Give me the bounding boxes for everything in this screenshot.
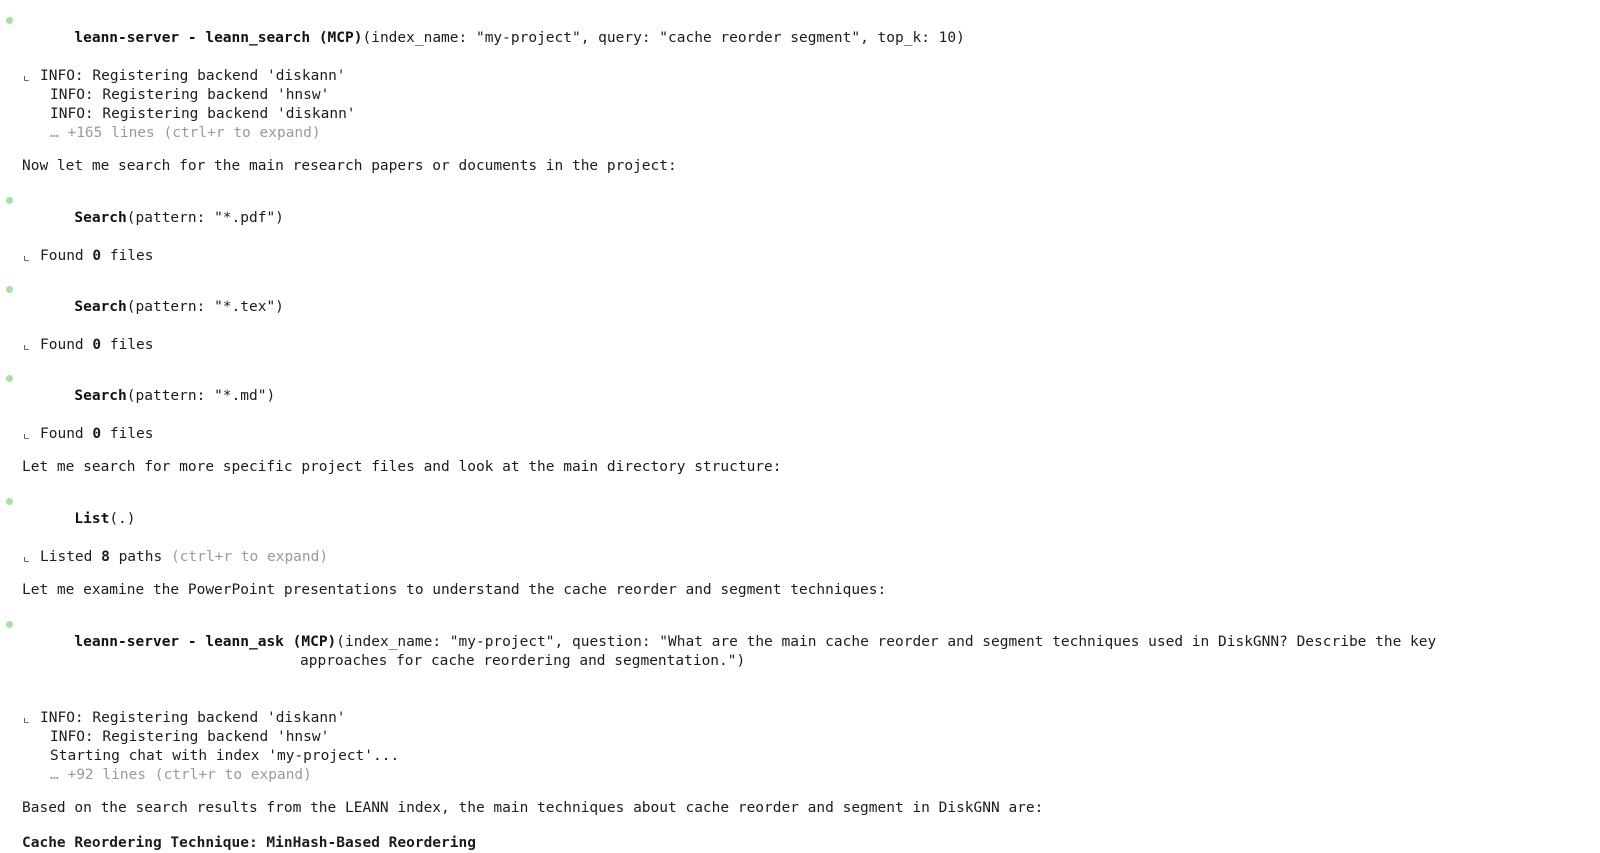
tool-result-text: INFO: Registering backend 'diskann': [40, 710, 346, 726]
tool-result-text: INFO: Registering backend 'diskann': [40, 68, 346, 84]
tool-call-block: [0, 190, 1600, 266]
answer-heading: Cache Reordering Technique: MinHash-Based Reordering: [22, 835, 476, 851]
tool-invocation[interactable]: [0, 10, 1600, 67]
tool-result-line: [22, 336, 1600, 355]
spacer: [0, 266, 1600, 279]
result-suffix: files: [101, 426, 154, 442]
result-suffix: files: [101, 248, 154, 264]
result-prefix: Found: [40, 337, 93, 353]
tool-result-line: [22, 548, 1600, 567]
tool-result-line: INFO: Registering backend 'hnsw': [50, 729, 330, 745]
tool-result: [0, 709, 1600, 785]
tool-result-line: INFO: Registering backend 'hnsw': [50, 87, 330, 103]
tool-result-line: [22, 709, 1600, 728]
status-dot-icon: [6, 197, 13, 204]
status-dot-icon: [6, 17, 13, 24]
result-count: 0: [92, 426, 102, 442]
tree-elbow-icon: ⌞: [22, 68, 31, 84]
status-dot-icon: [6, 286, 13, 293]
tool-result: [0, 336, 1600, 355]
assistant-message: Based on the search results from the LEANN index, the main techniques about cache reorder and segment in DiskGNN are:: [22, 800, 1044, 816]
tool-name: leann-server - leann_ask (MCP): [74, 634, 337, 650]
result-count: 8: [101, 549, 110, 565]
status-dot-icon: [6, 498, 13, 505]
tool-name: Search: [74, 299, 127, 315]
tool-result: [0, 548, 1600, 567]
tool-invocation[interactable]: [0, 279, 1600, 336]
result-prefix: Listed: [40, 549, 102, 565]
tool-arguments: (pattern: "*.pdf"): [126, 210, 284, 226]
tool-call-block: [0, 614, 1600, 785]
tool-arguments: (index_name: "my-project", question: "What are the main cache reorder and segment techniques used in DiskGNN? Describe the key: [336, 634, 1437, 650]
tool-call-block: [0, 491, 1600, 567]
tool-result-line: [22, 425, 1600, 444]
tool-name: Search: [74, 210, 127, 226]
tree-elbow-icon: ⌞: [22, 248, 31, 264]
tool-result: [0, 247, 1600, 266]
tool-invocation[interactable]: [0, 614, 1600, 709]
tool-invocation[interactable]: [0, 190, 1600, 247]
tool-invocation[interactable]: [0, 491, 1600, 548]
tool-result-line: [22, 67, 1600, 86]
spacer: [0, 355, 1600, 368]
tool-arguments: (index_name: "my-project", query: "cache reorder segment", top_k: 10): [362, 30, 965, 46]
tool-arguments: (.): [109, 511, 136, 527]
expand-hint[interactable]: … +165 lines (ctrl+r to expand): [50, 125, 321, 141]
result-suffix: files: [101, 337, 154, 353]
tool-arguments-continued: approaches for cache reordering and segmentation."): [300, 653, 746, 669]
result-suffix: paths: [109, 549, 171, 565]
tree-elbow-icon: ⌞: [22, 337, 31, 353]
status-dot-icon: [6, 621, 13, 628]
tool-call-block: [0, 368, 1600, 444]
tool-result-line: [22, 247, 1600, 266]
tool-arguments: (pattern: "*.md"): [126, 388, 276, 404]
tool-invocation[interactable]: [0, 368, 1600, 425]
tool-call-block: [0, 279, 1600, 355]
tool-result-line: Starting chat with index 'my-project'...: [50, 748, 400, 764]
assistant-message: Let me search for more specific project files and look at the main directory structure:: [22, 459, 782, 475]
tool-name: leann-server - leann_search (MCP): [74, 30, 363, 46]
tree-elbow-icon: ⌞: [22, 710, 31, 726]
tool-result: [0, 67, 1600, 143]
tool-name: List: [74, 511, 110, 527]
result-count: 0: [92, 248, 102, 264]
tool-result: [0, 425, 1600, 444]
result-count: 0: [92, 337, 102, 353]
status-dot-icon: [6, 375, 13, 382]
tool-arguments: (pattern: "*.tex"): [126, 299, 284, 315]
expand-hint[interactable]: … +92 lines (ctrl+r to expand): [50, 767, 312, 783]
tree-elbow-icon: ⌞: [22, 426, 31, 442]
tool-result-line: INFO: Registering backend 'diskann': [50, 106, 356, 122]
result-prefix: Found: [40, 426, 93, 442]
tool-name: Search: [74, 388, 127, 404]
expand-hint[interactable]: (ctrl+r to expand): [170, 549, 329, 565]
tool-call-block: [0, 10, 1600, 143]
result-prefix: Found: [40, 248, 93, 264]
assistant-message: Let me examine the PowerPoint presentations to understand the cache reorder and segment techniques:: [22, 582, 887, 598]
assistant-message: Now let me search for the main research papers or documents in the project:: [22, 158, 677, 174]
tree-elbow-icon: ⌞: [22, 549, 31, 565]
